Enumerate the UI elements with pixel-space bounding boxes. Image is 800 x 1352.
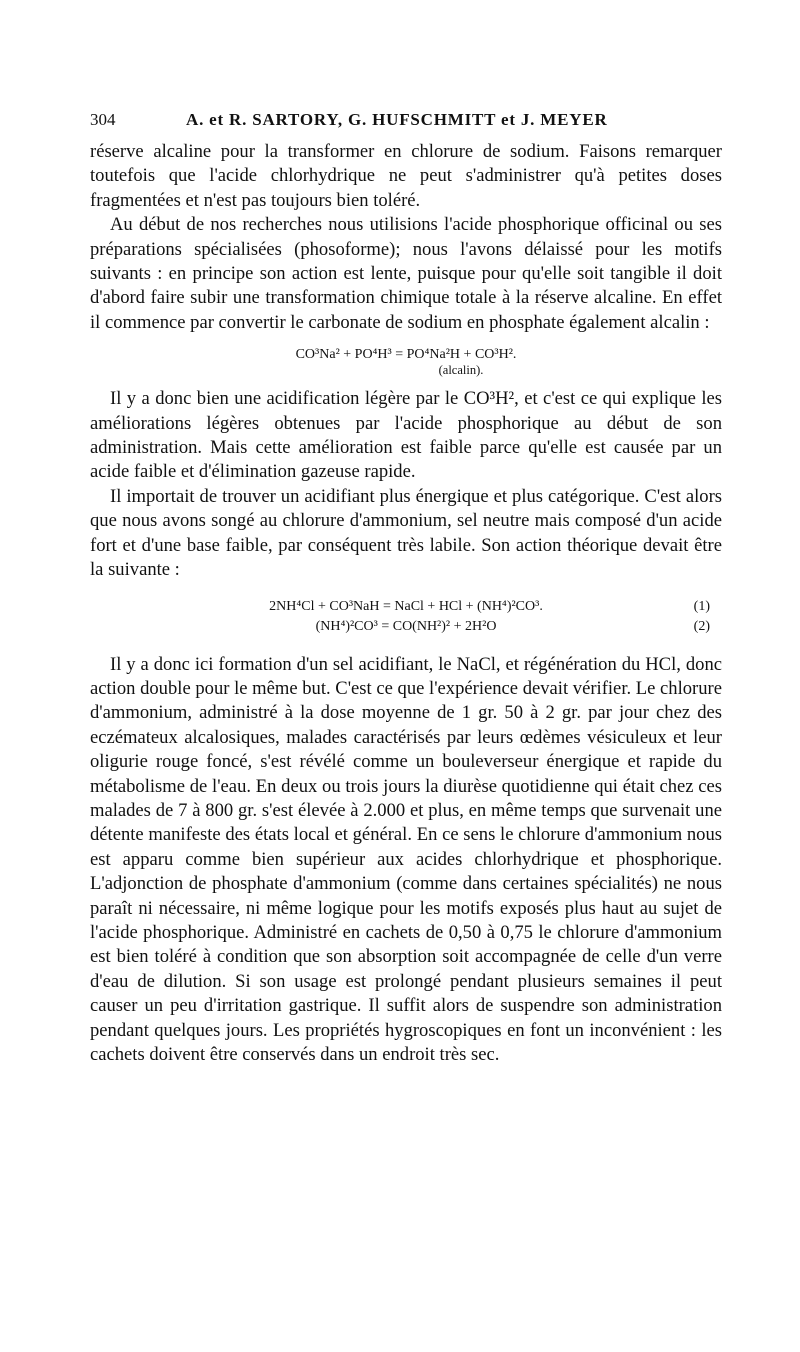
page: [90, 110, 722, 1067]
paragraph-4: Il importait de trouver un acidifiant plus énergique et plus catégorique. C'est alors que nous avons songé au chlorure d'ammonium, sel neutre mais composé d'un acide fort et d'une base faible, par conséquent très labile. Son action théorique devait être la suivante :: [90, 485, 722, 581]
equation-row: [90, 617, 722, 637]
running-head: A. et R. SARTORY, G. HUFSCHMITT et J. MEYER: [186, 110, 608, 129]
equation-2-number: (2): [693, 618, 710, 634]
equation-1-number: (1): [693, 598, 710, 614]
formula-1-note: (alcalin).: [438, 363, 484, 378]
page-number: 304: [90, 110, 116, 129]
paragraph-5: Il y a donc ici formation d'un sel acidifiant, le NaCl, et régénération du HCl, donc action double pour le même but. C'est ce que l'expérience devait vérifier. Le chlorure d'ammonium, administré à la dose moyenne de 1 gr. 50 à 2 gr. par jour chez des eczémateux alcalosiques, malades caractérisés par leurs œdèmes vésiculeux et leur oligurie rouge foncé, s'est révélé comme un bouleverseur énergique et rapide du métabolisme de l'eau. En deux ou trois jours la diurèse quotidienne qui était chez ces malades de 7 à 800 gr. s'est élevée à 2.000 et plus, en même temps que survenait une détente manifeste des états local et général. En ce sens le chlorure d'ammonium nous est apparu comme bien supérieur aux acides chlorhydrique et phosphorique. L'adjonction de phosphate d'ammonium (comme dans certaines spécialités) ne nous paraît ni nécessaire, ni même logique pour les motifs exposés plus haut au sujet de l'acide phosphorique. Administré en cachets de 0,50 à 0,75 le chlorure d'ammonium est bien toléré à condition que son absorption soit accompagnée de celle d'un verre d'eau de dilution. Si son usage est prolongé pendant plusieurs semaines il peut causer un peu d'irritation gastrique. Il suffit alors de suspendre son administration pendant quelques jours. Les propriétés hygroscopiques en font un inconvénient : les cachets doivent être conservés dans un endroit très sec.: [90, 653, 722, 1065]
formula-block: [90, 347, 722, 377]
equation-row: [90, 597, 722, 617]
paragraph-1: réserve alcaline pour la transformer en chlorure de sodium. Faisons remarquer toutefois que l'acide chlorhydrique ne peut s'administrer qu'à petites doses fragmentées et n'est pas toujours bien toléré.: [90, 141, 722, 211]
formula-1: CO³Na² + PO⁴H³ = PO⁴Na²H + CO³H².: [295, 347, 517, 363]
equation-block: [90, 597, 722, 637]
paragraph-2: Au début de nos recherches nous utilisions l'acide phosphorique officinal ou ses préparations spécialisées (phosoforme); nous l'avons délaissé pour les motifs suivants : en principe son action est lente, puisque pour qu'elle soit tangible il doit d'abord faire subir une transformation chimique totale à la réserve alcaline. En effet il commence par convertir le carbonate de sodium en phosphate également alcalin :: [90, 214, 722, 333]
paragraph-3: Il y a donc bien une acidification légère par le CO³H², et c'est ce qui explique les améliorations légères obtenues par l'acide phosphorique au début de son administration. Mais cette amélioration est faible parce qu'elle est causée par un acide faible et d'élimination gazeuse rapide.: [90, 388, 722, 483]
equation-2: (NH⁴)²CO³ = CO(NH²)² + 2H²O: [315, 618, 497, 634]
page-header: [90, 110, 722, 140]
equation-1: 2NH⁴Cl + CO³NaH = NaCl + HCl + (NH⁴)²CO³.: [269, 598, 543, 614]
